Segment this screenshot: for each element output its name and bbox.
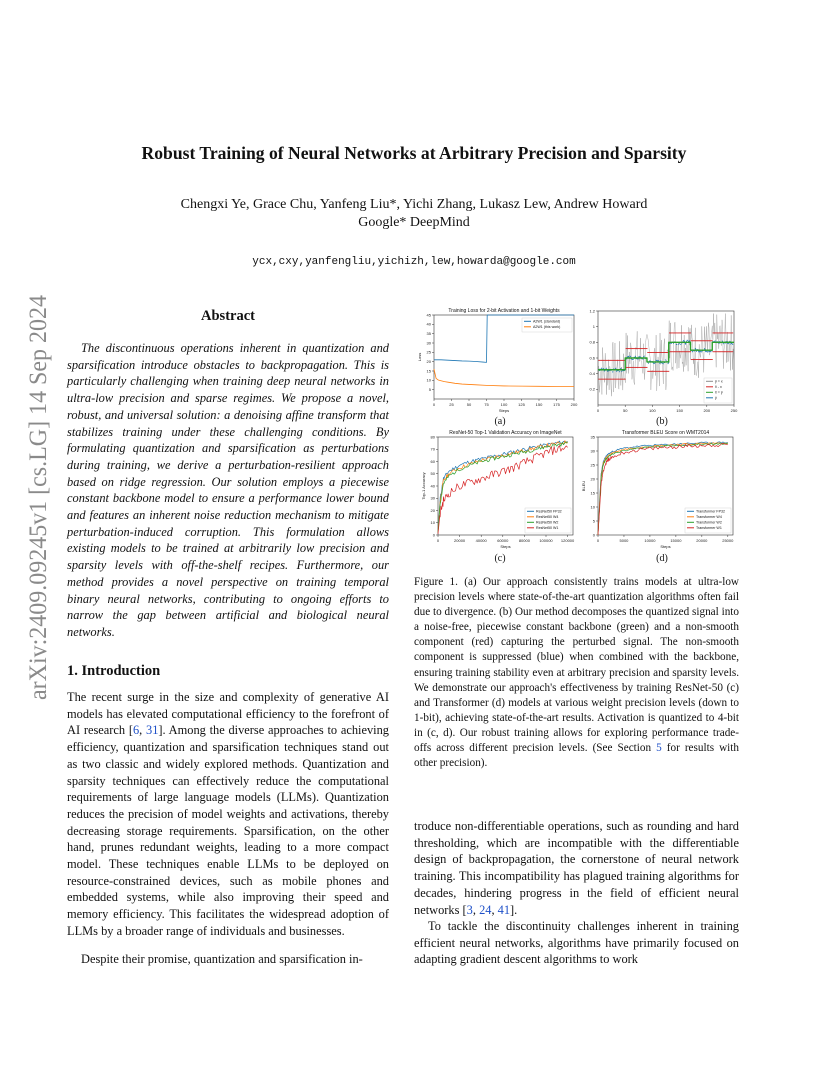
- x-tick-label: 25000: [722, 538, 734, 543]
- panel-label-c: (c): [494, 553, 506, 564]
- y-tick-label: 20: [430, 507, 435, 513]
- citation-separator: ,: [472, 902, 480, 917]
- x-tick-label: 50: [622, 408, 628, 413]
- chart-title: Transformer BLEU Score on WMT2014: [621, 430, 710, 436]
- y-tick-label: 40: [426, 321, 431, 327]
- x-tick-label: 20000: [696, 538, 708, 543]
- panel-label-a: (a): [494, 416, 506, 427]
- x-tick-label: 150: [676, 408, 683, 413]
- x-tick-label: 150: [535, 402, 543, 407]
- y-axis-label: Top-1 Accuracy: [421, 472, 426, 500]
- legend-label: Transformer W4: [696, 515, 722, 519]
- legend-label: ResNet50 W4: [536, 515, 559, 519]
- chart-a-training-loss: [414, 305, 579, 415]
- x-tick-label: 200: [703, 408, 711, 413]
- citation-separator: ,: [139, 723, 146, 738]
- figure-1: [414, 305, 742, 567]
- legend-label: A2W1 (this work): [533, 325, 561, 329]
- y-tick-label: 5: [592, 518, 595, 524]
- y-tick-label: 25: [426, 349, 431, 355]
- author-emails: ycx,cxy,yanfengliu,yichizh,lew,howarda@google.com: [252, 256, 576, 268]
- y-tick-label: 45: [426, 312, 431, 318]
- legend-label: x̂ - x: [715, 385, 722, 389]
- x-tick-label: 25: [449, 402, 454, 407]
- introduction-paragraph-1: [67, 689, 389, 940]
- chart-d-transformer-bleu: [582, 429, 742, 554]
- y-tick-label: 1: [592, 324, 595, 330]
- x-tick-label: 200: [570, 402, 578, 407]
- citation-link[interactable]: 3: [466, 902, 473, 917]
- y-tick-label: 0: [592, 532, 595, 538]
- panel-label-b: (b): [656, 416, 668, 427]
- y-tick-label: 25: [590, 462, 595, 468]
- legend-label: ResNet50 W2: [536, 520, 559, 525]
- y-tick-label: 40: [430, 483, 435, 489]
- y-tick-label: 60: [430, 458, 435, 464]
- y-tick-label: 1.2: [589, 308, 595, 314]
- chart-title: ResNet-50 Top-1 Validation Accuracy on ImageNet: [449, 430, 562, 436]
- y-tick-label: 35: [590, 434, 595, 440]
- y-tick-label: 50: [430, 471, 435, 477]
- x-tick-label: 125: [518, 402, 525, 407]
- introduction-paragraph-2: Despite their promise, quantization and sparsification in-: [81, 952, 363, 966]
- x-tick-label: 100000: [539, 538, 553, 543]
- x-tick-label: 60000: [497, 538, 509, 543]
- x-tick-label: 15000: [670, 538, 682, 543]
- caption-text-a: Figure 1. (a) Our approach consistently trains models at ultra-low precision levels where state-of-the-art quantization algorithms often fail due to divergence. (b) Our method decomposes the quantized signal into a noise-free, piecewise constant backbone (green) and a non-smooth component (red) capturing the perturbed signal. The non-smooth component is suppressed (blue) when combined with the backbone, ensuring training stability even at arbitrary precision and sparsity levels. We demonstrate our approach's effectiveness by training ResNet-50 (c) and Transformer (d) models at various weight precision levels (down to 1-bit), achieving state-of-the-art results. Activation is quantized to 4-bit in (c, d). Our robust training allows for exploring performance trade-offs across different precision levels. (See Section: [414, 576, 739, 755]
- legend-label: Transformer W1: [696, 526, 722, 530]
- y-tick-label: 10: [430, 520, 435, 526]
- panel-label-d: (d): [656, 553, 668, 564]
- right-text-a: troduce non-differentiable operations, such as rounding and hard thresholding, which are incompatible with the differentiable design of backpropagation, the cornerstone of neural network training. This incompatibility has plagued training algorithms for decades, hindering progress in the field of efficient neural networks [: [414, 819, 739, 917]
- y-tick-label: 30: [590, 448, 595, 454]
- y-axis-label: Loss: [417, 352, 422, 362]
- citation-link[interactable]: 6: [132, 723, 140, 738]
- right-column-paragraph-1: [414, 818, 739, 918]
- citation-link[interactable]: 41: [497, 902, 511, 917]
- affiliation-line: Google* DeepMind: [358, 215, 470, 230]
- suppressed-mark: [699, 351, 700, 352]
- legend-label: ŷ: [715, 396, 717, 400]
- y-axis-label: BLEU: [581, 480, 586, 492]
- intro-text-a: The recent surge in the size and complexity of generative AI models has elevated computational efficiency to the forefront of AI research [: [67, 690, 389, 738]
- author-block: [0, 196, 828, 232]
- y-tick-label: 30: [430, 495, 435, 501]
- y-tick-label: 0: [432, 532, 435, 538]
- legend-label: ŷ = x: [715, 379, 723, 384]
- introduction-heading: 1. Introduction: [67, 663, 161, 679]
- chart-b-signal-decomposition: [584, 305, 739, 415]
- y-tick-label: 20: [590, 476, 595, 482]
- arxiv-stamp-text: arXiv:2409.09245v1 [cs.LG] 14 Sep 2024: [25, 277, 52, 700]
- citation-separator: ,: [491, 902, 498, 917]
- paper-title: Robust Training of Neural Networks at Arbitrary Precision and Sparsity: [141, 143, 687, 163]
- x-axis-label: Steps: [500, 544, 511, 549]
- x-tick-label: 5000: [619, 538, 629, 543]
- x-tick-label: 250: [730, 408, 738, 413]
- intro-text-b: ]. Among the diverse approaches to achieving efficiency, quantization and sparsification techniques stand out as two classic and widely explored methods. Quantization and sparsity techniques can effectively reduce the computational requirements of large language models (LLMs). Quantization reduces the precision of model weights and activations, thereby decreasing storage requirements. Sparsification, on the other hand, prunes redundant weights, leading to a more compact model. These techniques enable LLMs to be deployed on resource-constrained devices, such as mobile phones and embedded systems, while also improving their speed and memory efficiency. This facilitates the widespread adoption of LLMs by a broader range of individuals and businesses.: [67, 723, 389, 938]
- chart-title: Training Loss for 2-bit Activation and 1-bit Weights: [448, 308, 560, 314]
- citation-link[interactable]: 24: [479, 902, 492, 917]
- x-axis-label: Steps: [660, 544, 671, 549]
- x-tick-label: 120000: [560, 538, 575, 543]
- x-tick-label: 40000: [475, 538, 487, 543]
- x-tick-label: 0: [432, 402, 436, 407]
- x-tick-label: 75: [484, 402, 489, 407]
- abstract-heading: Abstract: [201, 308, 255, 324]
- x-tick-label: 20000: [454, 538, 466, 543]
- y-tick-label: 0.2: [589, 386, 595, 392]
- y-tick-label: 30: [426, 340, 431, 346]
- y-tick-label: 70: [430, 446, 435, 452]
- suppressed-mark: [620, 368, 621, 369]
- y-tick-label: 10: [426, 377, 431, 383]
- y-tick-label: 35: [426, 331, 431, 337]
- legend-label: x̂ = ŷ: [715, 390, 723, 395]
- y-tick-label: 80: [430, 434, 435, 440]
- x-tick-label: 0: [596, 408, 600, 413]
- right-column-paragraph-2: To tackle the discontinuity challenges inherent in training efficient neural networks, algorithms have primarily focused on adapting gradient descent algorithms to work: [414, 919, 739, 967]
- y-tick-label: 15: [426, 368, 431, 374]
- legend-label: Transformer W2: [696, 520, 722, 525]
- authors-line: Chengxi Ye, Grace Chu, Yanfeng Liu*, Yichi Zhang, Lukasz Lew, Andrew Howard: [180, 197, 648, 212]
- legend-label: ResNet50 FP32: [536, 509, 562, 514]
- legend-label: ResNet50 W1: [536, 526, 559, 530]
- legend-label: A2W1 (standard): [533, 319, 561, 324]
- arxiv-identifier-stamp: [10, 277, 60, 710]
- x-tick-label: 175: [553, 402, 560, 407]
- figure-1-caption: [414, 575, 739, 771]
- y-tick-label: 20: [426, 359, 431, 365]
- caption-text-b: for results with other precision).: [414, 742, 739, 770]
- y-tick-label: 0.8: [589, 339, 595, 345]
- y-tick-label: 5: [428, 387, 431, 393]
- y-tick-label: 0.4: [589, 371, 595, 377]
- x-tick-label: 100: [649, 408, 656, 413]
- x-tick-label: 0: [436, 538, 440, 543]
- y-tick-label: 0.6: [589, 355, 595, 361]
- abstract-text: The discontinuous operations inherent in quantization and sparsification introduce obstacles to backpropagation. This is particularly challenging when training deep neural networks in ultra-low precision and sparse regimes. We propose a novel, robust, and universal solution: a denoising affine transform that stabilizes training under these challenging conditions. By formulating quantization and sparsification as perturbations during training, we derive a perturbation-resilient approach based on ridge regression. Our solution employs a piecewise constant backbone model to ensure a performance lower bound and features an inherent noise reduction mechanism to mitigate perturbation-induced corruption. This formulation allows existing models to be trained at arbitrarily low precision and sparsity levels with off-the-shelf recipes. Furthermore, our method provides a novel perspective on training temporal binary neural networks, contributing to ongoing efforts to narrow the gap between artificial and biological neural networks.: [67, 341, 389, 639]
- x-tick-label: 0: [596, 538, 600, 543]
- chart-c-resnet-accuracy: [414, 429, 579, 554]
- y-tick-label: 15: [590, 490, 595, 496]
- x-axis-label: Steps: [498, 408, 510, 413]
- section-reference-link[interactable]: 5: [656, 742, 662, 755]
- x-tick-label: 10000: [644, 538, 656, 543]
- legend-label: Transformer FP32: [696, 509, 726, 514]
- y-tick-label: 10: [590, 504, 595, 510]
- citation-link[interactable]: 31: [146, 723, 159, 738]
- x-tick-label: 100: [500, 402, 508, 407]
- x-tick-label: 50: [466, 402, 472, 407]
- right-text-end: ].: [510, 902, 518, 917]
- x-tick-label: 80000: [518, 538, 530, 543]
